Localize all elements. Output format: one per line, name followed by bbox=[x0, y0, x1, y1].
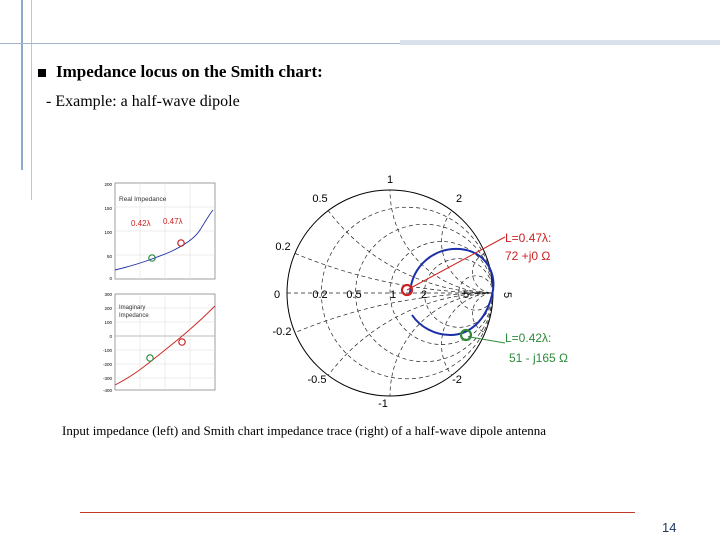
impedance-plots bbox=[95, 180, 225, 395]
imag-tick: 300 bbox=[104, 292, 112, 297]
smith-label: 0.5 bbox=[312, 193, 328, 205]
imag-tick: -300 bbox=[102, 376, 112, 381]
smith-label: -0.2 bbox=[272, 326, 292, 338]
imag-tick: -100 bbox=[102, 348, 112, 353]
footer-divider bbox=[80, 512, 635, 513]
real-tick: 150 bbox=[104, 206, 112, 211]
imag-tick: -200 bbox=[102, 362, 112, 367]
annotation-green-2: 51 - j165 Ω bbox=[509, 351, 569, 365]
smith-label: -0.5 bbox=[307, 374, 327, 386]
imag-tick: 200 bbox=[104, 306, 112, 311]
smith-label: 1 bbox=[389, 289, 397, 301]
smith-label: 0.2 bbox=[275, 241, 291, 253]
real-impedance-plot bbox=[104, 182, 215, 281]
page-number: 14 bbox=[662, 520, 677, 535]
smith-chart bbox=[260, 165, 590, 415]
real-tick: 200 bbox=[104, 182, 112, 187]
smith-label: 0 bbox=[273, 289, 281, 301]
real-tick: 100 bbox=[104, 230, 112, 235]
annotation-red-2: 72 +j0 Ω bbox=[505, 249, 551, 263]
real-tick: 0 bbox=[109, 276, 112, 281]
imag-tick: 100 bbox=[104, 320, 112, 325]
real-label-red: 0.47λ bbox=[163, 217, 183, 226]
smith-label: -2 bbox=[452, 374, 462, 386]
slide-subheading: - Example: a half-wave dipole bbox=[46, 93, 240, 110]
annotation-leader-green bbox=[470, 337, 505, 343]
imag-plot-title-2: Impedance bbox=[119, 313, 149, 319]
smith-label: 2 bbox=[455, 193, 463, 205]
decorative-vertical-line bbox=[21, 0, 23, 170]
heading-text: Impedance locus on the Smith chart: bbox=[56, 62, 323, 81]
smith-label: 0.2 bbox=[312, 289, 328, 301]
decorative-vertical-line bbox=[31, 0, 32, 200]
imag-tick: 0 bbox=[109, 334, 112, 339]
imag-plot-title-1: Imaginary bbox=[119, 305, 146, 311]
smith-label-top: 1 bbox=[386, 174, 394, 186]
smith-label: 2 bbox=[420, 289, 428, 301]
real-plot-title: Real Impedance bbox=[119, 196, 167, 203]
bullet-icon bbox=[38, 69, 46, 77]
smith-label: 5 bbox=[501, 291, 513, 299]
slide-heading bbox=[38, 62, 323, 82]
figure-caption: Input impedance (left) and Smith chart impedance trace (right) of a half-wave dipole antenna bbox=[62, 423, 547, 438]
decorative-header-bar bbox=[400, 40, 720, 45]
smith-label: 0.5 bbox=[346, 289, 362, 301]
smith-label-bottom: -1 bbox=[378, 398, 388, 410]
annotation-green-1: L=0.42λ: bbox=[505, 331, 552, 345]
annotation-red-1: L=0.47λ: bbox=[505, 231, 552, 245]
real-tick: 50 bbox=[106, 254, 112, 259]
smith-label: 5 bbox=[462, 289, 470, 301]
real-label-green: 0.42λ bbox=[131, 219, 151, 228]
imag-tick: -400 bbox=[102, 388, 112, 393]
imaginary-impedance-plot bbox=[103, 292, 215, 393]
